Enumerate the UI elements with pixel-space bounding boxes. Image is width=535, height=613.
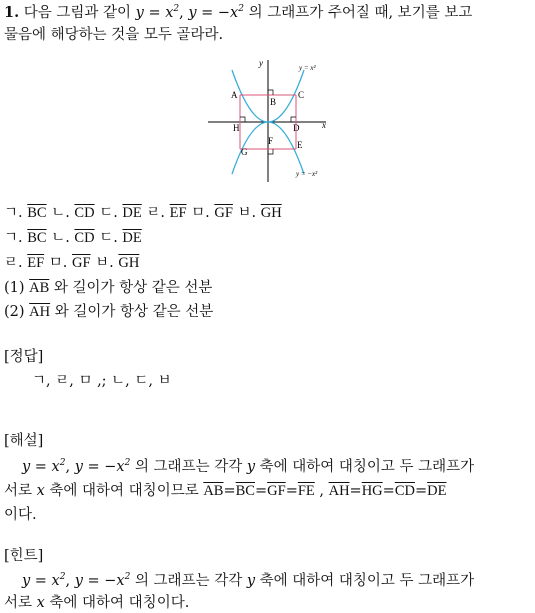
curve-label-bottom: y = −x² xyxy=(296,170,318,178)
segment: $\overline{AB}$ xyxy=(29,280,50,296)
equation-1: $y = x^2$ xyxy=(135,4,180,21)
choice-mark: ㄹ. xyxy=(146,205,165,221)
segment: $\overline{FE}$ xyxy=(297,483,315,499)
segment: $\overline{AH}$ xyxy=(328,483,350,499)
segment: $\overline{EF}$ xyxy=(27,255,45,271)
segment: $\overline{AH}$ xyxy=(29,304,51,320)
curve-label-top: y = x² xyxy=(299,64,316,72)
graph-figure xyxy=(198,52,338,187)
explanation-line-1: $y = x^2$, $y = -x^2$ 의 그래프는 각각 y 축에 대하여 대칭이고 두 그래프가 xyxy=(22,458,475,475)
choice-mark: ㄷ. xyxy=(99,205,118,221)
axes xyxy=(208,60,326,182)
segment: $\overline{HG}$ xyxy=(361,483,383,499)
segment: $\overline{BC}$ xyxy=(27,205,47,221)
explanation-line-3: 이다. xyxy=(4,507,37,523)
point-b: B xyxy=(270,97,277,107)
segment: $\overline{BC}$ xyxy=(27,230,47,246)
choices-row-3 xyxy=(4,253,139,273)
question-1: (1) $\overline{AB}$ 와 길이가 항상 같은 선분 xyxy=(4,280,213,296)
hint-line-2: 서로 x 축에 대하여 대칭이다. xyxy=(4,595,190,611)
y-axis-label: y xyxy=(259,58,263,68)
segment: $\overline{EF}$ xyxy=(169,205,187,221)
segment: $\overline{GF}$ xyxy=(267,483,286,499)
choice-mark: ㄱ. xyxy=(4,230,23,246)
point-a: A xyxy=(231,90,238,100)
segment: $\overline{GH}$ xyxy=(260,205,282,221)
point-e: E xyxy=(297,140,303,150)
segment: $\overline{DE}$ xyxy=(122,205,142,221)
segment: $\overline{GF}$ xyxy=(214,205,233,221)
segment: $\overline{CD}$ xyxy=(394,483,415,499)
x-axis-label: x xyxy=(322,120,326,130)
problem-text-b: 의 그래프가 주어질 때, 보기를 보고 xyxy=(248,5,473,21)
choice-mark: ㅁ. xyxy=(48,255,68,271)
choice-mark: ㅂ. xyxy=(95,255,114,271)
answer-heading: [정답] xyxy=(4,349,44,365)
segment: $\overline{CD}$ xyxy=(74,205,95,221)
explanation-line-2: 서로 x 축에 대하여 대칭이므로 $\overline{AB}=\overline{BC}=\overline{GF}=\overline{FE}$ , $\overline{AH}=\overline{HG}=\overline{CD}=\overline{DE}$ xyxy=(4,483,447,499)
hint-line-1: $y = x^2$, $y = -x^2$ 의 그래프는 각각 y 축에 대하여 대칭이고 두 그래프가 xyxy=(22,572,475,589)
choice-mark: ㄱ. xyxy=(4,205,23,221)
problem-text-a: 다음 그림과 같이 xyxy=(23,5,132,21)
segment: $\overline{CD}$ xyxy=(74,230,95,246)
segment: $\overline{AB}$ xyxy=(203,483,224,499)
choice-mark: ㅁ. xyxy=(191,205,210,221)
problem-number: 1. xyxy=(4,4,20,21)
problem-line-2: 물음에 해당하는 것을 모두 골라라. xyxy=(4,27,224,43)
segment: $\overline{DE}$ xyxy=(427,483,447,499)
choice-mark: ㅂ. xyxy=(237,205,257,221)
answer-text: ㄱ, ㄹ, ㅁ ,; ㄴ, ㄷ, ㅂ xyxy=(32,373,172,389)
point-h: H xyxy=(233,123,240,133)
choices-row-1 xyxy=(4,203,282,223)
segment: $\overline{BC}$ xyxy=(235,483,255,499)
choice-mark: ㄴ. xyxy=(51,230,70,246)
point-f: F xyxy=(268,136,274,146)
explanation-heading: [해설] xyxy=(4,433,44,449)
segment: $\overline{DE}$ xyxy=(122,230,142,246)
choices-row-2 xyxy=(4,228,142,248)
point-g: G xyxy=(241,147,248,157)
choice-mark: ㄴ. xyxy=(51,205,70,221)
equation-2: $y = -x^2$ xyxy=(188,4,244,21)
question-2: (2) $\overline{AH}$ 와 길이가 항상 같은 선분 xyxy=(4,304,214,320)
problem-line-1: 1. 다음 그림과 같이 $y = x^2$, $y = -x^2$ 의 그래프가 주어질 때, 보기를 보고 xyxy=(4,4,473,21)
hint-heading: [힌트] xyxy=(4,548,44,564)
choice-mark: ㄹ. xyxy=(4,255,23,271)
choice-mark: ㄷ. xyxy=(99,230,118,246)
segment: $\overline{GF}$ xyxy=(72,255,91,271)
point-c: C xyxy=(298,90,305,100)
segment: $\overline{GH}$ xyxy=(118,255,140,271)
point-d: D xyxy=(293,123,300,133)
